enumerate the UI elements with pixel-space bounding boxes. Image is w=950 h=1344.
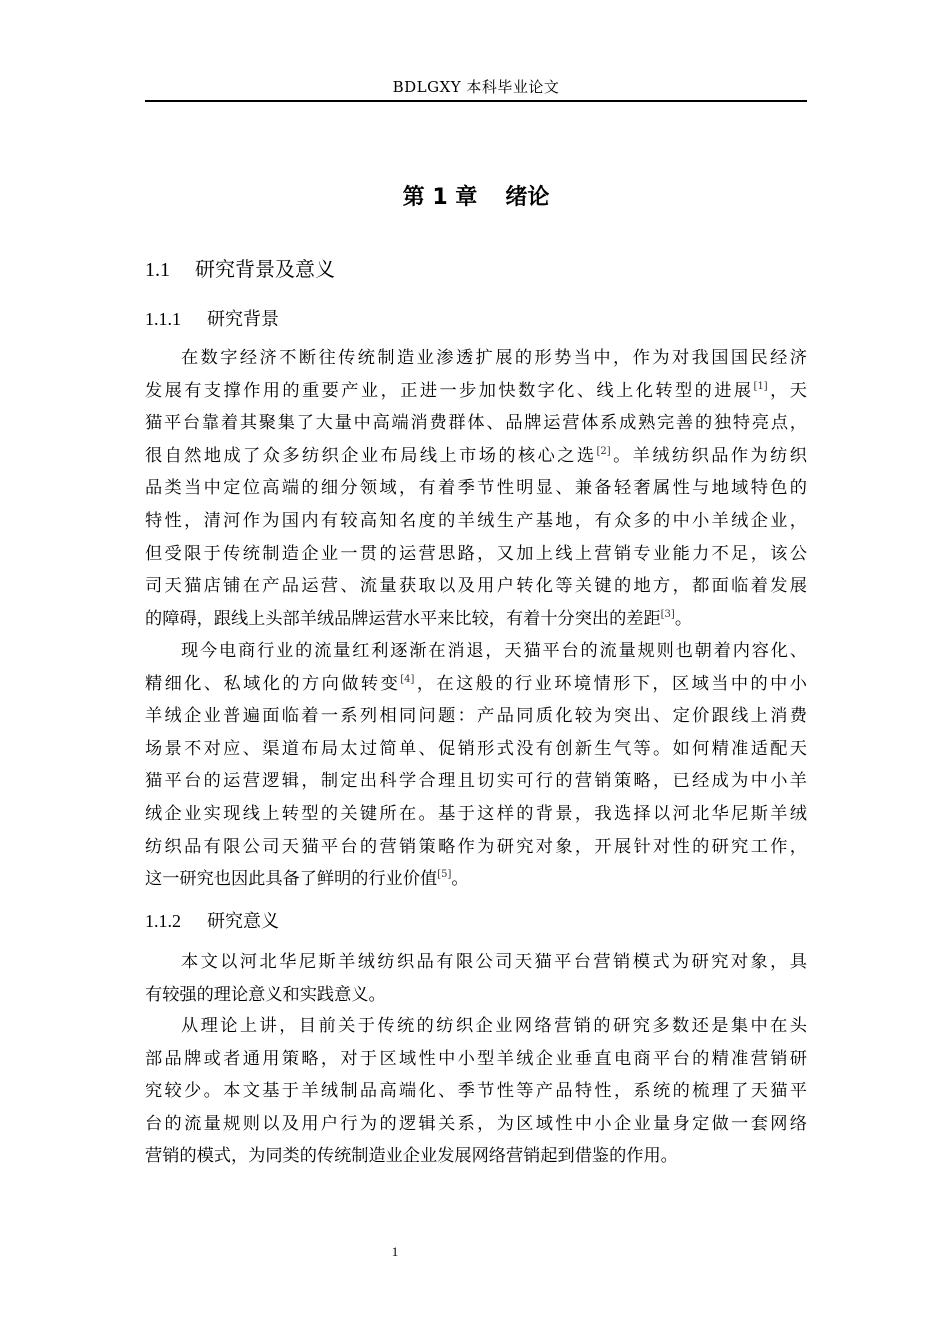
section-number: 1.1.1 <box>145 309 181 329</box>
text-line: 精细化、私域化的方向做转变[4]，在这般的行业环境情形下，区域当中的中小 <box>145 673 807 694</box>
page-number: 1 <box>391 1244 399 1259</box>
citation-ref: [2] <box>596 445 611 457</box>
text-line: 羊绒企业普遍面临着一系列相同问题：产品同质化较为突出、定价跟线上消费 <box>145 706 807 727</box>
section-heading-1-1 <box>145 253 335 282</box>
paragraph-background-1 <box>145 342 807 635</box>
section-title: 研究背景及意义 <box>195 257 335 281</box>
text-line: 但受限于传统制造企业一贯的运营思路，又加上线上营销专业能力不足，该公 <box>145 543 807 564</box>
section-title: 研究意义 <box>207 911 279 932</box>
paragraph-significance-1 <box>145 946 807 1011</box>
chapter-name: 绪论 <box>505 185 550 210</box>
text-line: 究较少。本文基于羊绒制品高端化、季节性等产品特性，系统的梳理了天猫平 <box>145 1081 807 1102</box>
text-line: 这一研究也因此具备了鲜明的行业价值[5]。 <box>145 869 469 890</box>
text-line: 台的流量规则以及用户行为的逻辑关系，为区域性中小企业量身定做一套网络 <box>145 1113 807 1134</box>
section-heading-1-1-1 <box>145 305 279 331</box>
text-line: 绒企业实现线上转型的关键所在。基于这样的背景，我选择以河北华尼斯羊绒 <box>145 803 807 824</box>
text-line: 营销的模式，为同类的传统制造业企业发展网络营销起到借鉴的作用。 <box>145 1146 678 1167</box>
section-heading-1-1-2 <box>145 907 279 933</box>
paragraph-background-2 <box>145 635 807 896</box>
text-line: 本文以河北华尼斯羊绒纺织品有限公司天猫平台营销模式为研究对象，具 <box>181 952 807 972</box>
citation-ref: [3] <box>660 608 675 620</box>
citation-ref: [1] <box>753 380 768 392</box>
section-number: 1.1.2 <box>145 911 181 931</box>
text-line: 在数字经济不断往传统制造业渗透扩展的形势当中，作为对我国国民经济 <box>181 348 807 368</box>
text-line: 品类当中定位高端的细分领域，有着季节性明显、兼备轻奢属性与地域特色的 <box>145 478 807 499</box>
citation-ref: [5] <box>437 869 452 881</box>
text-line: 猫平台的运营逻辑，制定出科学合理且切实可行的营销策略，已经成为中小羊 <box>145 771 807 792</box>
citation-ref: [4] <box>400 673 415 685</box>
text-line: 现今电商行业的流量红利逐渐在消退，天猫平台的流量规则也朝着内容化、 <box>181 641 807 661</box>
text-line: 有较强的理论意义和实践意义。 <box>145 984 386 1005</box>
chapter-title <box>145 180 807 211</box>
section-number: 1.1 <box>145 259 170 281</box>
paragraph-significance-2 <box>145 1010 807 1173</box>
text-line: 特性，清河作为国内有较高知名度的羊绒生产基地，有众多的中小羊绒企业， <box>145 510 807 531</box>
page-header: BDLGXY 本科毕业论文 <box>392 78 560 96</box>
section-title: 研究背景 <box>207 309 279 330</box>
chapter-number: 第 1 章 <box>402 185 478 210</box>
text-line: 纺织品有限公司天猫平台的营销策略作为研究对象，开展针对性的研究工作， <box>145 836 807 857</box>
text-line: 从理论上讲，目前关于传统的纺织企业网络营销的研究多数还是集中在头 <box>181 1016 807 1036</box>
text-line: 发展有支撑作用的重要产业，正进一步加快数字化、线上化转型的进展[1]，天 <box>145 380 807 401</box>
text-line: 司天猫店铺在产品运营、流量获取以及用户转化等关键的地方，都面临着发展 <box>145 576 807 597</box>
text-line: 的障碍，跟线上头部羊绒品牌运营水平来比较，有着十分突出的差距[3]。 <box>145 608 693 629</box>
text-line: 部品牌或者通用策略，对于区域性中小型羊绒企业垂直电商平台的精准营销研 <box>145 1048 807 1069</box>
text-line: 猫平台靠着其聚集了大量中高端消费群体、品牌运营体系成熟完善的独特亮点， <box>145 413 807 434</box>
text-line: 场景不对应、渠道布局太过简单、促销形式没有创新生气等。如何精准适配天 <box>145 738 807 759</box>
text-line: 很自然地成了众多纺织企业布局线上市场的核心之选[2]。羊绒纺织品作为纺织 <box>145 445 807 466</box>
header-rule <box>145 100 807 102</box>
